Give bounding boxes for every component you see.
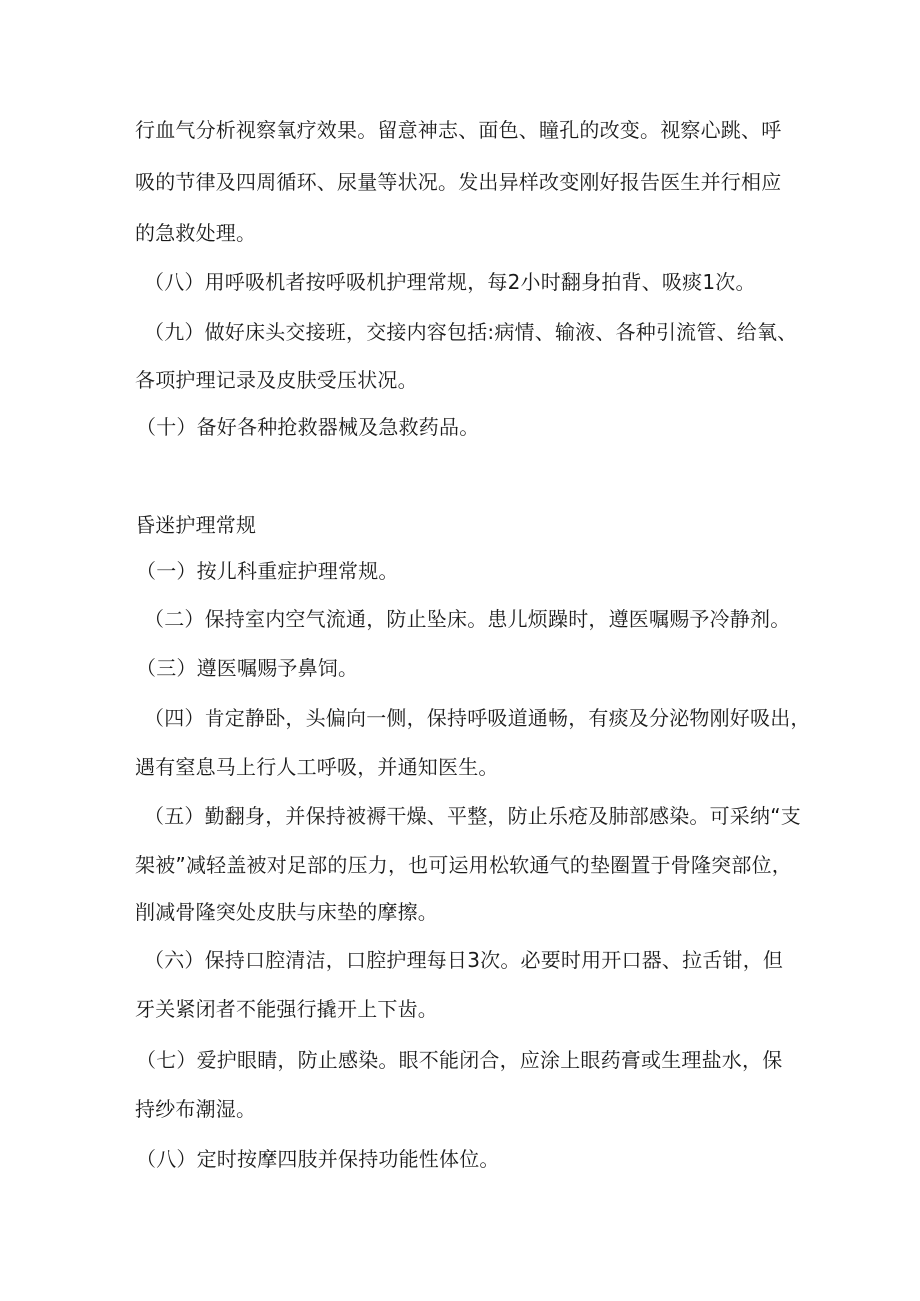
text-line: 持纱布潮湿。 [135,1097,257,1121]
list-item-3: （三）遵医嘱赐予鼻饲。 [136,656,359,680]
text-line: 牙关紧闭者不能强行撬开上下齿。 [135,997,438,1021]
text-line: 各项护理记录及皮肤受压状况。 [135,368,418,392]
list-item-10: （十）备好各种抢救器械及急救药品。 [136,415,480,439]
list-item-9: （九）做好床头交接班，交接内容包括:病情、输液、各种引流管、给氧、 [144,320,798,344]
list-item-8: （八）用呼吸机者按呼吸机护理常规，每2小时翻身拍背、吸痰1次。 [144,270,756,294]
text-line: 行血气分析视察氧疗效果。留意神志、面色、瞳孔的改变。视察心跳、呼 [135,118,782,142]
text-line: 架被”减轻盖被对足部的压力，也可运用松软通气的垫圈置于骨隆突部位， [135,853,792,877]
list-item-6: （六）保持口腔清洁，口腔护理每日3次。必要时用开口器、拉舌钳，但 [144,948,784,972]
list-item-1: （一）按儿科重症护理常规。 [136,559,399,583]
list-item-5: （五）勤翻身，并保持被褥干燥、平整，防止乐疮及肺部感染。可采纳“支 [144,804,801,828]
text-line: 吸的节律及四周循环、尿量等状况。发出异样改变刚好报告医生并行相应 [135,170,782,194]
section-heading: 昏迷护理常规 [135,513,257,537]
list-item-8b: （八）定时按摩四肢并保持功能性体位。 [136,1147,500,1171]
list-item-7: （七）爱护眼睛，防止感染。眼不能闭合，应涂上眼药膏或生理盐水，保 [136,1048,783,1072]
list-item-2: （二）保持室内空气流通，防止坠床。患儿烦躁时，遵医嘱赐予冷静剂。 [144,607,791,631]
text-line: 的急救处理。 [135,221,257,245]
text-line: 遇有窒息马上行人工呼吸，并通知医生。 [135,755,499,779]
text-line: 削减骨隆突处皮肤与床垫的摩擦。 [135,900,438,924]
list-item-4: （四）肯定静卧，头偏向一侧，保持呼吸道通畅，有痰及分泌物刚好吸出， [144,706,811,730]
